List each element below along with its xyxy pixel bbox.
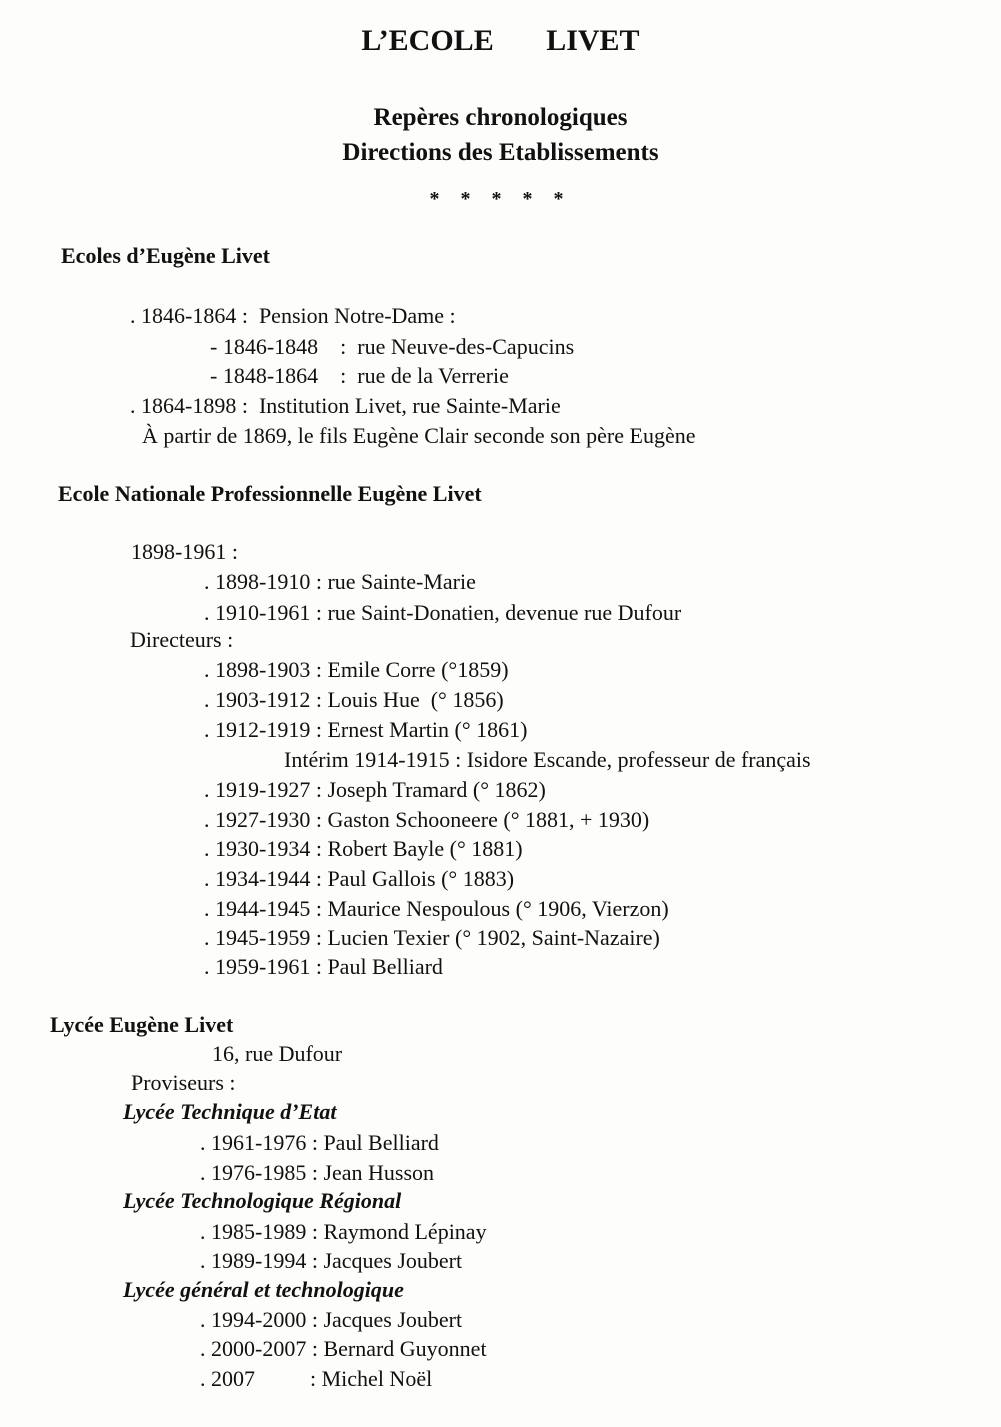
- director-line: . 1919-1927 : Joseph Tramard (° 1862): [204, 777, 546, 802]
- period-label: 1898-1961 :: [131, 539, 238, 564]
- address-line: 16, rue Dufour: [212, 1041, 343, 1066]
- entry-line: - 1846-1848 : rue Neuve-des-Capucins: [210, 334, 575, 359]
- section-heading-enp: Ecole Nationale Professionnelle Eugène Livet: [58, 481, 482, 506]
- proviseur-line: . 1985-1989 : Raymond Lépinay: [200, 1219, 487, 1244]
- interim-line: Intérim 1914-1915 : Isidore Escande, professeur de français: [284, 747, 811, 772]
- entry-line: . 1864-1898 : Institution Livet, rue Sainte-Marie: [130, 393, 561, 418]
- proviseur-line: . 1961-1976 : Paul Belliard: [200, 1130, 439, 1155]
- entry-line: - 1848-1864 : rue de la Verrerie: [210, 363, 509, 388]
- subheading-lycee-technique: Lycée Technique d’Etat: [123, 1099, 337, 1124]
- separator-stars: * * * * *: [429, 188, 572, 210]
- directors-label: Directeurs :: [130, 627, 234, 652]
- subheading-lycee-technologique: Lycée Technologique Régional: [123, 1188, 402, 1213]
- address-line: . 1910-1961 : rue Saint-Donatien, devenue rue Dufour: [204, 600, 682, 625]
- director-line: . 1945-1959 : Lucien Texier (° 1902, Saint-Nazaire): [204, 925, 660, 950]
- proviseur-line: . 2007 : Michel Noël: [200, 1366, 433, 1391]
- subtitle-directions: Directions des Etablissements: [342, 139, 659, 166]
- proviseur-line: . 1994-2000 : Jacques Joubert: [200, 1307, 463, 1332]
- director-line: . 1927-1930 : Gaston Schooneere (° 1881, + 1930): [204, 807, 650, 832]
- director-line: . 1944-1945 : Maurice Nespoulous (° 1906, Vierzon): [204, 896, 669, 921]
- page-title: L’ECOLE LIVET: [361, 24, 640, 57]
- entry-line: . 1846-1864 : Pension Notre-Dame :: [130, 303, 456, 328]
- director-line: . 1959-1961 : Paul Belliard: [204, 954, 443, 979]
- section-heading-ecoles: Ecoles d’Eugène Livet: [61, 243, 270, 268]
- entry-note: À partir de 1869, le fils Eugène Clair seconde son père Eugène: [142, 423, 696, 448]
- proviseurs-label: Proviseurs :: [131, 1070, 236, 1095]
- proviseur-line: . 2000-2007 : Bernard Guyonnet: [200, 1336, 487, 1361]
- director-line: . 1898-1903 : Emile Corre (°1859): [204, 657, 509, 682]
- subheading-lycee-general: Lycée général et technologique: [123, 1277, 404, 1302]
- director-line: . 1930-1934 : Robert Bayle (° 1881): [204, 836, 523, 861]
- section-heading-lycee: Lycée Eugène Livet: [50, 1012, 234, 1037]
- director-line: . 1903-1912 : Louis Hue (° 1856): [204, 687, 504, 712]
- director-line: . 1934-1944 : Paul Gallois (° 1883): [204, 866, 515, 891]
- proviseur-line: . 1976-1985 : Jean Husson: [200, 1160, 435, 1185]
- proviseur-line: . 1989-1994 : Jacques Joubert: [200, 1248, 463, 1273]
- address-line: . 1898-1910 : rue Sainte-Marie: [204, 569, 476, 594]
- director-line: . 1912-1919 : Ernest Martin (° 1861): [204, 717, 528, 742]
- subtitle-chronology: Repères chronologiques: [373, 104, 628, 131]
